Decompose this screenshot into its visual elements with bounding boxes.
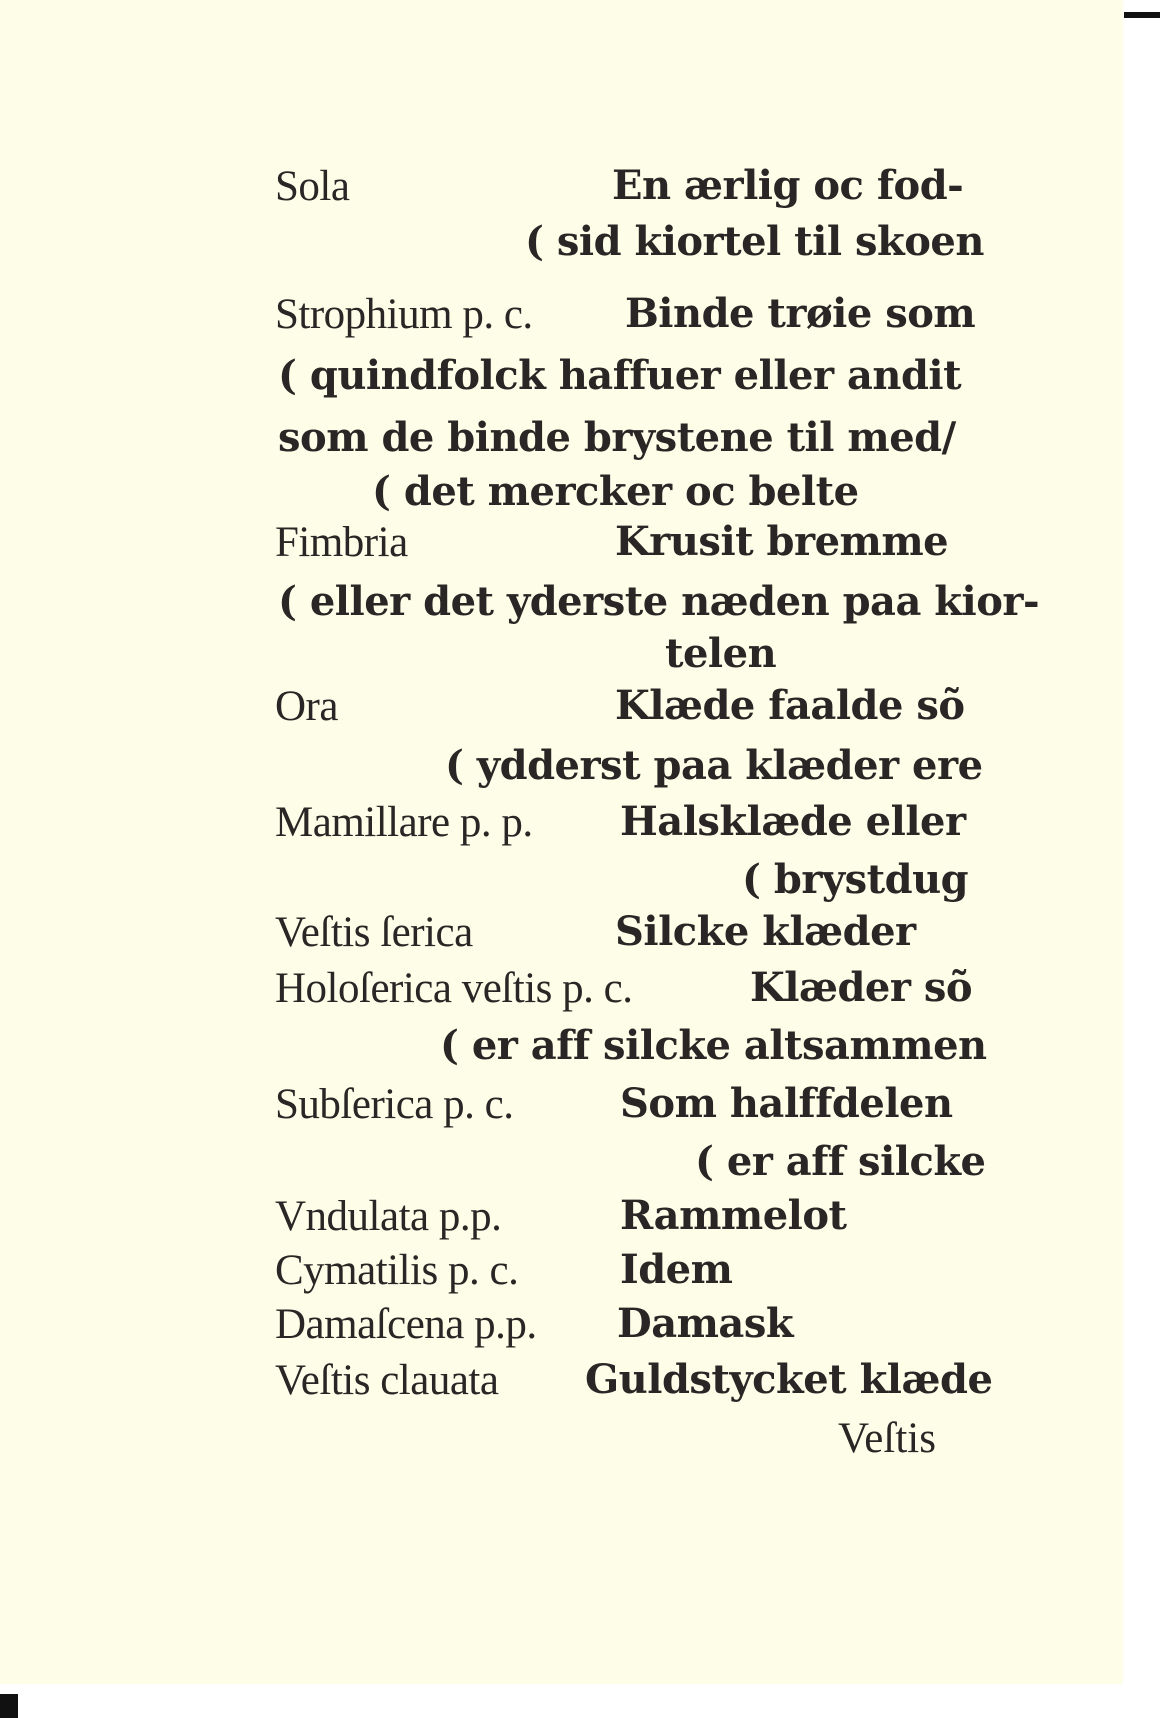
entry-line xyxy=(0,742,1123,798)
danish-gloss: telen xyxy=(665,630,777,677)
entry-line xyxy=(0,856,1123,912)
entry-line xyxy=(0,1192,1123,1248)
entry-line xyxy=(0,162,1123,218)
latin-term: Sola xyxy=(275,163,350,210)
latin-term: Veſtis ſerica xyxy=(275,909,473,956)
entry-line xyxy=(0,1356,1123,1412)
latin-term: Ora xyxy=(275,683,338,730)
entry-line xyxy=(0,1300,1123,1356)
danish-gloss: Som halffdelen xyxy=(620,1080,953,1127)
danish-gloss: En ærlig oc fod- xyxy=(612,162,964,209)
danish-gloss: Guldstycket klæde xyxy=(585,1356,993,1403)
scan-edge-mark xyxy=(0,1694,18,1718)
entry-line xyxy=(0,578,1123,634)
latin-term: Subſerica p. c. xyxy=(275,1081,514,1128)
scan-edge-mark xyxy=(1124,12,1160,18)
danish-gloss: Silcke klæder xyxy=(615,908,916,955)
danish-gloss: Binde trøie som xyxy=(625,290,976,337)
danish-gloss: ( er aff silcke xyxy=(695,1138,986,1185)
danish-gloss: Idem xyxy=(620,1246,733,1293)
danish-gloss: ( ydderst paa klæder ere xyxy=(445,742,983,789)
danish-gloss: Damask xyxy=(617,1300,794,1347)
entry-line xyxy=(0,964,1123,1020)
entry-line xyxy=(0,468,1123,524)
latin-term: Veſtis clauata xyxy=(275,1357,499,1404)
entry-line xyxy=(0,352,1123,408)
entry-line xyxy=(0,630,1123,686)
danish-gloss: Rammelot xyxy=(620,1192,847,1239)
danish-gloss: ( eller det yderste næden paa kior- xyxy=(278,578,1040,625)
danish-gloss: Klæde faalde sõ xyxy=(615,682,965,729)
latin-term: Fimbria xyxy=(275,519,408,566)
latin-term: Holoſerica veſtis p. c. xyxy=(275,965,633,1012)
entry-line xyxy=(0,908,1123,964)
danish-gloss: Krusit bremme xyxy=(615,518,949,565)
entry-line xyxy=(0,1246,1123,1302)
entry-line xyxy=(0,798,1123,854)
catchword: Veſtis xyxy=(838,1415,936,1462)
latin-term: Mamillare p. p. xyxy=(275,799,533,846)
danish-gloss: ( brystdug xyxy=(742,856,969,903)
danish-gloss: Klæder sõ xyxy=(750,964,973,1011)
entry-line xyxy=(0,1138,1123,1194)
danish-gloss: ( det mercker oc belte xyxy=(372,468,859,515)
danish-gloss: ( quindfolck haffuer eller andit xyxy=(278,352,962,399)
entry-line xyxy=(0,1022,1123,1078)
latin-term: Cymatilis p. c. xyxy=(275,1247,519,1294)
entry-line xyxy=(0,682,1123,738)
entry-line xyxy=(0,1080,1123,1136)
latin-term: Vndulata p.p. xyxy=(275,1193,502,1240)
danish-gloss: ( er aff silcke altsammen xyxy=(440,1022,987,1069)
catchword-line xyxy=(0,1414,1123,1470)
latin-term: Damaſcena p.p. xyxy=(275,1301,537,1348)
latin-term: Strophium p. c. xyxy=(275,291,533,338)
entry-line xyxy=(0,290,1123,346)
danish-gloss: som de binde brystene til med/ xyxy=(278,414,956,461)
entry-line xyxy=(0,518,1123,574)
danish-gloss: ( sid kiortel til skoen xyxy=(525,218,984,265)
entry-line xyxy=(0,414,1123,470)
entry-line xyxy=(0,218,1123,274)
danish-gloss: Halsklæde eller xyxy=(620,798,966,845)
